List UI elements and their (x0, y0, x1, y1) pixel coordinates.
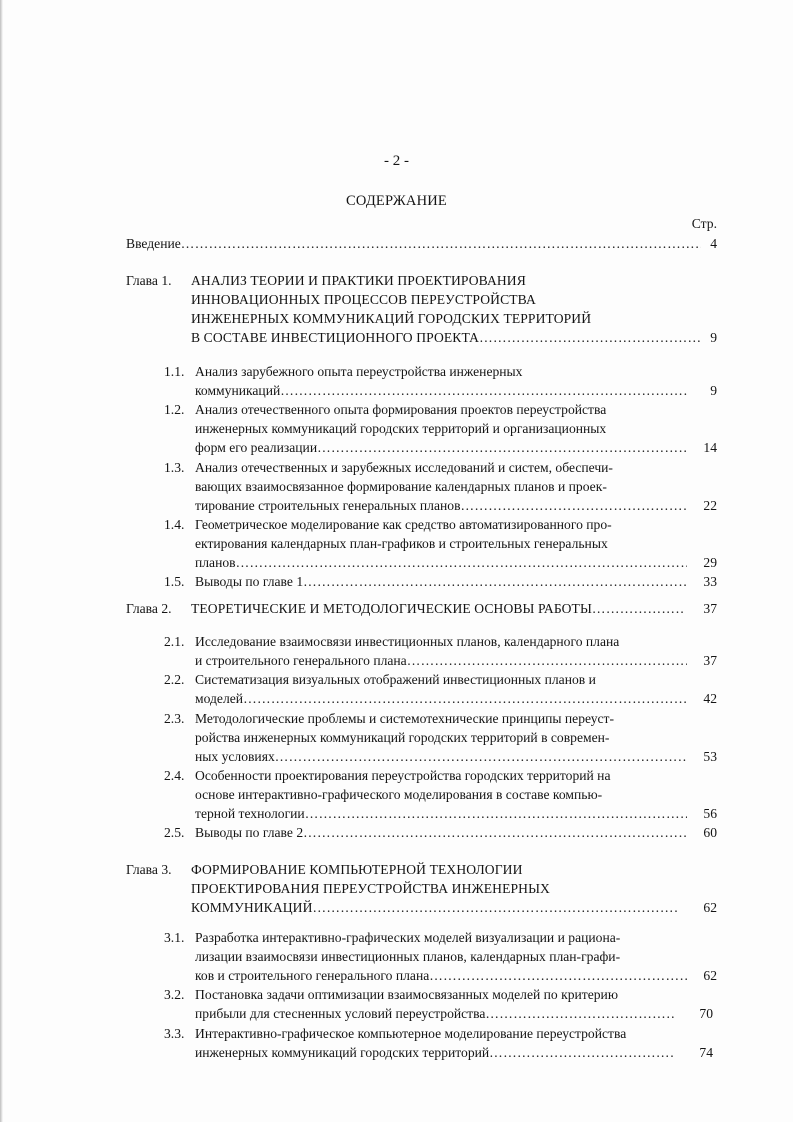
chapter-label: Глава 1. (126, 273, 172, 288)
toc-page-number: 4 (710, 236, 717, 251)
toc-page-number: 60 (703, 825, 717, 840)
leader-dots (485, 1004, 675, 1024)
toc-page-number: 29 (703, 555, 717, 570)
page-number: - 2 - (384, 153, 409, 169)
toc-page-number: 56 (703, 806, 717, 821)
section-title-line: Выводы по главе 1 (195, 574, 304, 589)
section-number: 3.3. (164, 1026, 185, 1041)
section-title-line: вающих взаимосвязанное формирование календарных планов и проек- (195, 479, 607, 494)
page-column-header: Стр. (691, 216, 717, 231)
section-number: 1.4. (164, 517, 185, 532)
leader-dots (407, 651, 687, 671)
section-title-line: форм его реализации (195, 440, 318, 455)
chapter-title-line: АНАЛИЗ ТЕОРИИ И ПРАКТИКИ ПРОЕКТИРОВАНИЯ (191, 273, 526, 288)
section-title-line: Анализ отечественных и зарубежных исследований и систем, обеспечи- (195, 460, 613, 475)
leader-dots (489, 1043, 675, 1063)
chapter-label: Глава 2. (126, 601, 172, 616)
toc-page-number: 9 (710, 383, 717, 398)
chapter-title-line: ТЕОРЕТИЧЕСКИЕ И МЕТОДОЛОГИЧЕСКИЕ ОСНОВЫ РАБОТЫ (191, 601, 592, 616)
leader-dots (592, 599, 683, 619)
leader-dots (181, 234, 701, 254)
section-title-line: ков и строительного генерального плана (195, 968, 430, 983)
toc-page-number: 22 (703, 498, 717, 513)
section-title-line: Исследование взаимосвязи инвестиционных планов, календарного плана (195, 634, 620, 649)
leader-dots (461, 496, 688, 516)
section-title-line: Анализ отечественного опыта формирования проектов переустройства (195, 402, 607, 417)
section-title-line: Особенности проектирования переустройства городских территорий на (195, 768, 611, 783)
section-title-line: Анализ зарубежного опыта переустройства инженерных (195, 364, 523, 379)
leader-dots (303, 823, 687, 843)
section-number: 2.1. (164, 634, 185, 649)
section-number: 1.2. (164, 402, 185, 417)
section-title-line: Методологические проблемы и системотехнические принципы переуст- (195, 711, 615, 726)
page-title: СОДЕРЖАНИЕ (346, 193, 447, 209)
leader-dots (429, 966, 687, 986)
section-title-line: Постановка задачи оптимизации взаимосвязанных моделей по критерию (195, 987, 618, 1002)
leader-dots (303, 572, 687, 592)
toc-entry-label: Введение (126, 236, 181, 251)
section-number: 1.1. (164, 364, 185, 379)
toc-page-number: 74 (699, 1045, 713, 1060)
toc-page-number: 62 (703, 900, 717, 915)
section-title-line: ных условиях (195, 749, 275, 764)
leader-dots (305, 804, 687, 824)
leader-dots (317, 438, 687, 458)
section-number: 1.5. (164, 574, 185, 589)
section-title-line: Интерактивно-графическое компьютерное моделирование переустройства (195, 1026, 627, 1041)
section-title-line: моделей (195, 691, 244, 706)
section-title-line: Геометрическое моделирование как средство автоматизированного про- (195, 517, 612, 532)
toc-page-number: 62 (703, 968, 717, 983)
section-number: 3.2. (164, 987, 185, 1002)
section-number: 2.2. (164, 672, 185, 687)
chapter-title-line: В СОСТАВЕ ИНВЕСТИЦИОННОГО ПРОЕКТА (191, 330, 480, 345)
section-title-line: ектирования календарных план-графиков и строительных генеральных (195, 536, 608, 551)
section-title-line: терной технологии (195, 806, 305, 821)
section-title-line: инженерных коммуникаций городских территорий (195, 1045, 490, 1060)
section-number: 1.3. (164, 460, 185, 475)
leader-dots (243, 689, 687, 709)
section-title-line: Выводы по главе 2 (195, 825, 304, 840)
leader-dots (479, 328, 701, 348)
section-title-line: коммуникаций (195, 383, 281, 398)
section-title-line: Разработка интерактивно-графических моделей визуализации и рациона- (195, 930, 621, 945)
section-title-line: и строительного генерального плана (195, 653, 407, 668)
leader-dots (236, 553, 687, 573)
section-title-line: прибыли для стесненных условий переустройства (195, 1006, 486, 1021)
toc-page-number: 37 (703, 653, 717, 668)
section-title-line: основе интерактивно-графического моделирования в составе компью- (195, 787, 603, 802)
section-number: 2.5. (164, 825, 185, 840)
section-number: 2.3. (164, 711, 185, 726)
toc-page-number: 33 (703, 574, 717, 589)
toc-page-number: 70 (699, 1006, 713, 1021)
section-number: 3.1. (164, 930, 185, 945)
section-number: 2.4. (164, 768, 185, 783)
toc-page-number: 37 (703, 601, 717, 616)
toc-page-number: 9 (710, 330, 717, 345)
toc-page-number: 14 (703, 440, 717, 455)
toc-page-number: 42 (703, 691, 717, 706)
leader-dots (275, 747, 687, 767)
leader-dots (313, 898, 677, 918)
chapter-title-line: ФОРМИРОВАНИЕ КОМПЬЮТЕРНОЙ ТЕХНОЛОГИИ (191, 862, 523, 877)
toc-page-number: 53 (703, 749, 717, 764)
chapter-title-line: КОММУНИКАЦИЙ (191, 900, 313, 915)
leader-dots (280, 381, 687, 401)
section-title-line: инженерных коммуникаций городских территорий и организационных (195, 421, 607, 436)
chapter-title-line: ИННОВАЦИОННЫХ ПРОЦЕССОВ ПЕРЕУСТРОЙСТВА (191, 292, 536, 307)
section-title-line: лизации взаимосвязи инвестиционных планов, календарных план-графи- (195, 949, 621, 964)
section-title-line: планов (195, 555, 236, 570)
chapter-label: Глава 3. (126, 862, 172, 877)
section-title-line: ройства инженерных коммуникаций городских территорий в современ- (195, 730, 610, 745)
chapter-title-line: ИНЖЕНЕРНЫХ КОММУНИКАЦИЙ ГОРОДСКИХ ТЕРРИТОРИЙ (191, 311, 592, 326)
chapter-title-line: ПРОЕКТИРОВАНИЯ ПЕРЕУСТРОЙСТВА ИНЖЕНЕРНЫХ (191, 881, 550, 896)
section-title-line: тирование строительных генеральных планов (195, 498, 461, 513)
section-title-line: Систематизация визуальных отображений инвестиционных планов и (195, 672, 596, 687)
